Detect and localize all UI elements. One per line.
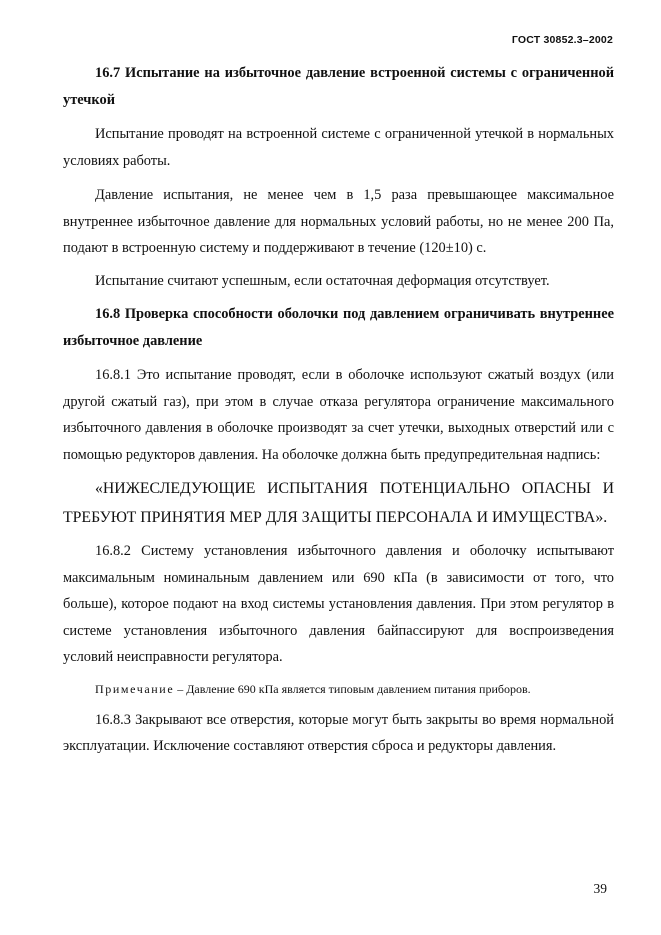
note	[63, 679, 614, 699]
page-number: 39	[593, 881, 607, 896]
warning-inscription: «НИЖЕСЛЕДУЮЩИЕ ИСПЫТАНИЯ ПОТЕНЦИАЛЬНО ОПАСНЫ И ТРЕБУЮТ ПРИНЯТИЯ МЕР ДЛЯ ЗАЩИТЫ ПЕРСОНАЛА И ИМУЩЕСТВА».	[63, 480, 614, 526]
section-16-8-3-paragraph: 16.8.3 Закрывают все отверстия, которые могут быть закрыты во время нормальной эксплуатации. Исключение составляют отверстия сброса и редукторы давления.	[63, 711, 614, 754]
section-16-8-1-paragraph: 16.8.1 Это испытание проводят, если в оболочке используют сжатый воздух (или другой сжатый газ), при этом в случае отказа регулятора ограничение максимального избыточного давления в оболочке производят за счет утечки, выходных отверстий или с помощью редукторов давления. На оболочке должна быть предупредительная надпись:	[63, 367, 614, 463]
section-16-7-paragraph-3: Испытание считают успешным, если остаточная деформация отсутствует.	[95, 272, 550, 289]
document-code: ГОСТ 30852.3–2002	[511, 34, 613, 46]
section-16-8-heading: 16.8 Проверка способности оболочки под давлением ограничивать внутреннее избыточное давление	[63, 306, 614, 349]
section-16-7-heading: 16.7 Испытание на избыточное давление встроенной системы с ограниченной утечкой	[63, 65, 614, 108]
section-16-8-2-paragraph: 16.8.2 Систему установления избыточного давления и оболочку испытывают максимальным номинальным давлением или 690 кПа (в зависимости от того, что больше), которое подают на вход системы установления давления. При этом регулятор в системе установления избыточного давления байпассируют для воспроизведения условий неисправности регулятора.	[63, 543, 614, 665]
page-content	[63, 60, 614, 760]
note-label: Примечание	[95, 681, 175, 696]
section-16-7-paragraph-2: Давление испытания, не менее чем в 1,5 раза превышающее максимальное внутреннее избыточное давление для нормальных условий работы, но не менее 200 Па, подают в встроенную систему и поддерживают в течение (120±10) с.	[63, 187, 614, 256]
section-16-7-paragraph-1: Испытание проводят на встроенной системе с ограниченной утечкой в нормальных условиях работы.	[63, 126, 614, 169]
note-text: – Давление 690 кПа является типовым давлением питания приборов.	[174, 681, 531, 696]
